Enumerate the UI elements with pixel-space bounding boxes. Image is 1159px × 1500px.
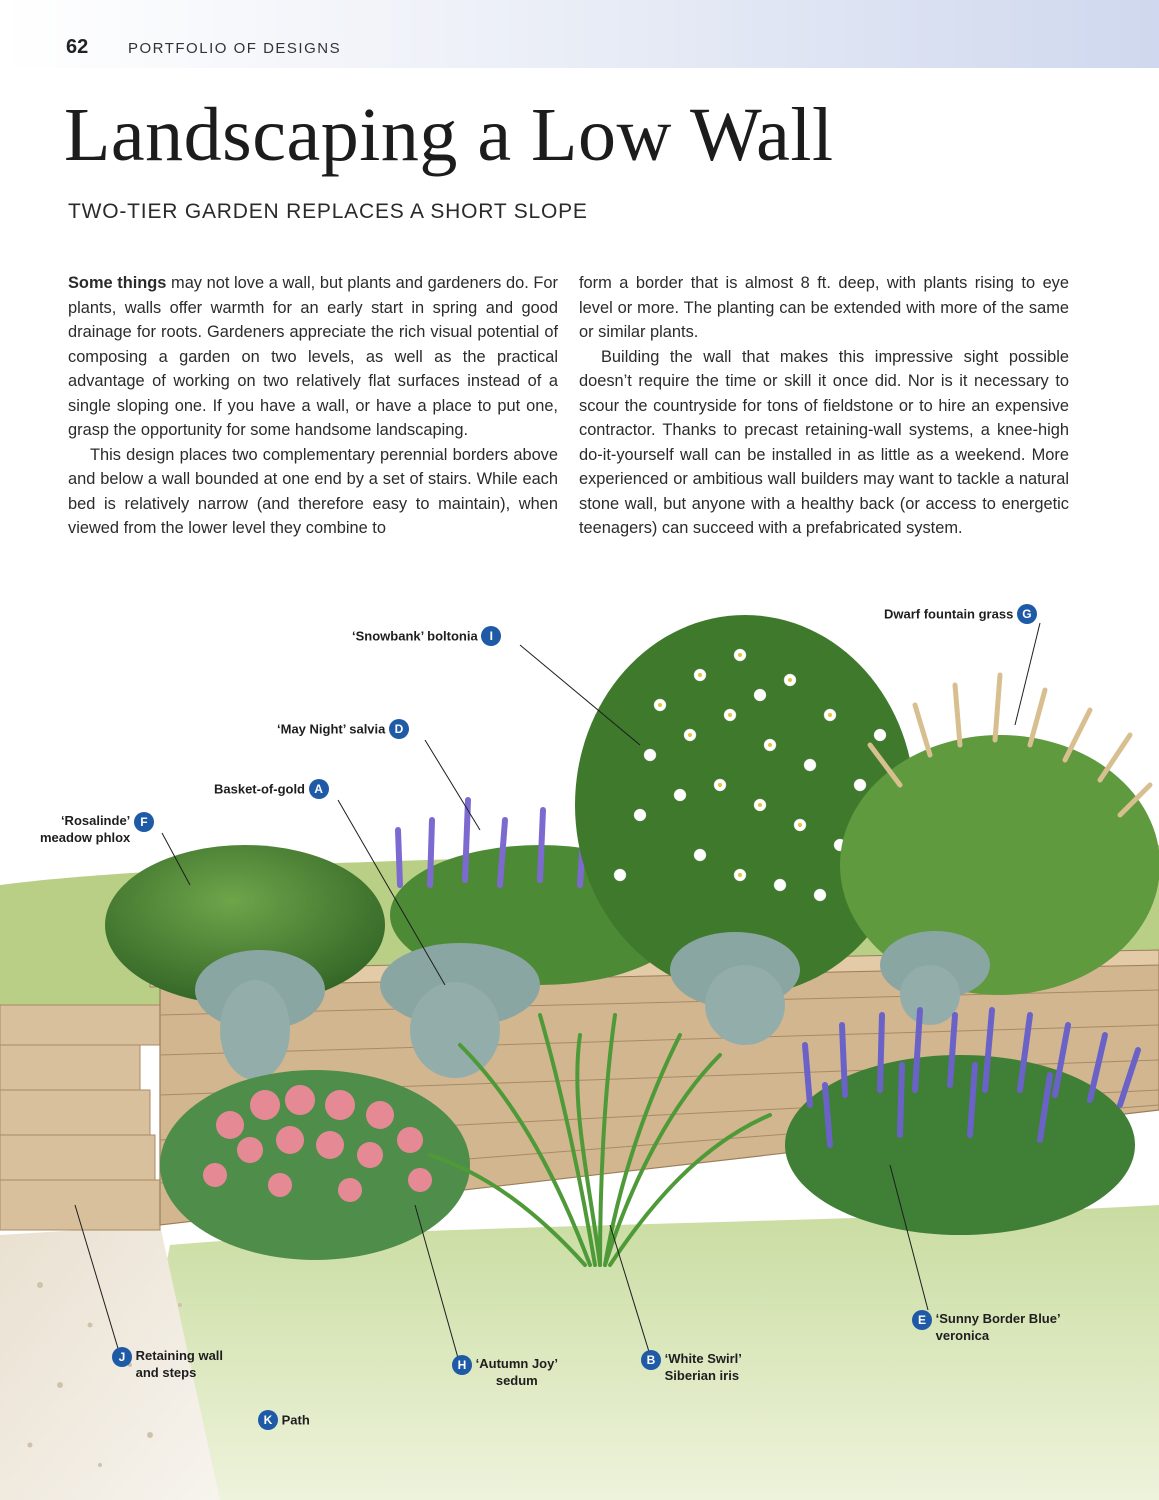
callout-badge-e: E [912, 1310, 932, 1330]
page-title: Landscaping a Low Wall [64, 93, 834, 177]
callout-e-veronica: E ‘Sunny Border Blue’ veronica [912, 1310, 1061, 1344]
callout-badge-j: J [112, 1347, 132, 1367]
page-subtitle: TWO-TIER GARDEN REPLACES A SHORT SLOPE [68, 200, 588, 223]
callout-f-phlox: ‘Rosalinde’ meadow phlox F [40, 812, 154, 846]
body-column-left [68, 271, 558, 541]
paragraph-4: Building the wall that makes this impressive sight possible doesn’t require the time or skill it once did. Nor is it necessary to scour the countryside for tons of fieldstone or to hire an expensive contractor. Thanks to precast retaining-wall systems, a knee-high do-it-yourself wall can be installed in as little as a weekend. More experienced or ambitious wall builders may want to tackle a natural stone wall, but anyone with a healthy back (or access to energetic teenagers) can succeed with a prefabricated system. [579, 347, 1069, 537]
paragraph-1-text: may not love a wall, but plants and gardeners do. For plants, walls offer warmth for an early start in spring and good drainage for roots. Gardeners appreciate the rich visual potential of composing a garden on two levels, as well as the practical advantage of working on two relatively flat surfaces instead of a single sloping one. If you have a wall, or have a place to put one, grasp the opportunity for some handsome landscaping. [68, 274, 558, 439]
header-band [0, 0, 1159, 68]
body-column-right [579, 271, 1069, 541]
callout-badge-k: K [258, 1410, 278, 1430]
veronica-foliage [785, 1055, 1135, 1235]
callout-badge-f: F [134, 812, 154, 832]
stone-steps [0, 1005, 160, 1230]
callout-h-sedum: H ‘Autumn Joy’ sedum [452, 1355, 558, 1389]
callout-badge-a: A [309, 779, 329, 799]
page-number: 62 [66, 36, 89, 58]
paragraph-2: This design places two complementary perennial borders above and below a wall bounded at one end by a set of stairs. While each bed is relatively narrow (and therefore easy to maintain), when viewed from the lower level they combine to [68, 445, 558, 537]
callout-j-retaining-wall: J Retaining wall and steps [112, 1347, 223, 1381]
paragraph-1 [68, 271, 558, 443]
paragraph-3: form a border that is almost 8 ft. deep, with plants rising to eye level or more. The planting can be extended with more of the same or similar plants. [579, 274, 1069, 341]
callout-d-salvia: ‘May Night’ salvia D [277, 719, 409, 739]
callout-a-basket-of-gold: Basket-of-gold A [214, 779, 329, 799]
callout-g-fountain-grass: Dwarf fountain grass G [884, 604, 1037, 624]
callout-badge-h: H [452, 1355, 472, 1375]
sedum-mound [160, 1070, 470, 1260]
callout-i-boltonia: ‘Snowbank’ boltonia I [352, 626, 501, 646]
callout-badge-i: I [481, 626, 501, 646]
lead-in: Some things [68, 274, 167, 292]
callout-badge-g: G [1017, 604, 1037, 624]
callout-k-path: K Path [258, 1410, 310, 1430]
callout-b-iris: B ‘White Swirl’ Siberian iris [641, 1350, 742, 1384]
running-head: PORTFOLIO OF DESIGNS [128, 40, 342, 57]
callout-badge-d: D [389, 719, 409, 739]
callout-badge-b: B [641, 1350, 661, 1370]
